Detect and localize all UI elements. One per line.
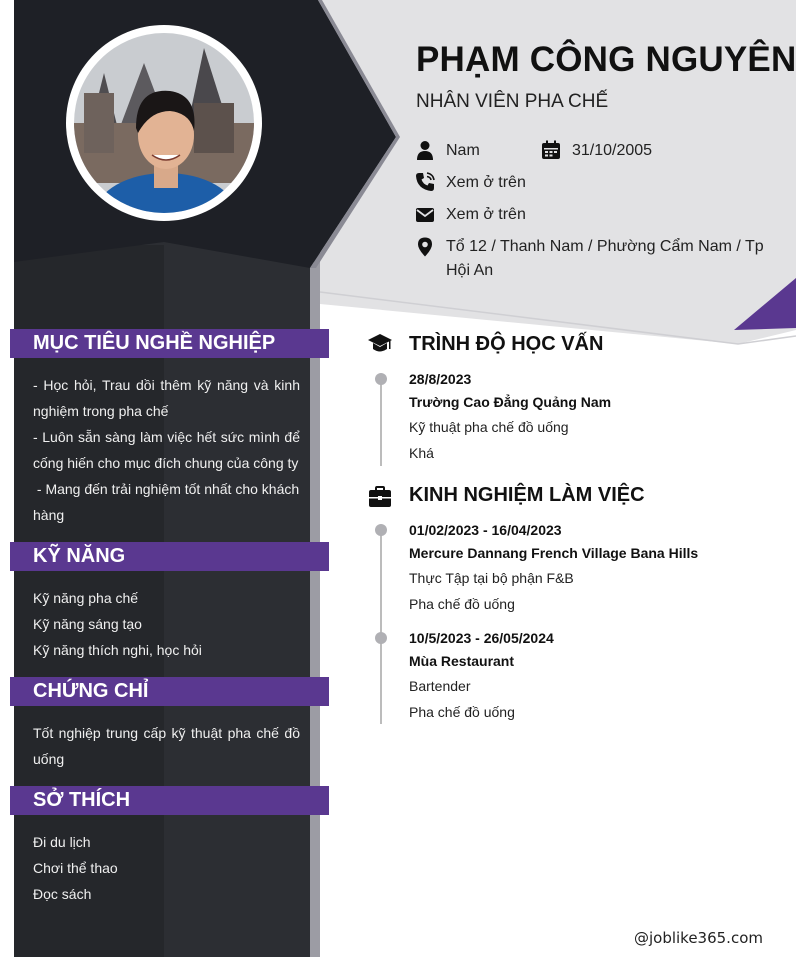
skills-title: KỸ NĂNG [33, 545, 126, 567]
education-school: Trường Cao Đẳng Quảng Nam [409, 394, 612, 410]
address-line-1: Tổ 12 / Thanh Nam / Phường Cẩm Nam / Tp [446, 238, 764, 255]
experience-role: Thực Tập tại bộ phận F&B [409, 570, 574, 586]
watermark: @joblike365.com [633, 929, 763, 947]
skills-section-header [10, 542, 329, 571]
objective-line: cống hiến cho mục đích chung của công ty [33, 455, 299, 471]
candidate-name: PHẠM CÔNG NGUYÊN [416, 40, 796, 79]
education-timeline-line [380, 376, 382, 466]
avatar-photo [74, 33, 254, 213]
job-title: NHÂN VIÊN PHA CHẾ [416, 91, 609, 112]
skill-item: Kỹ năng sáng tạo [33, 616, 142, 632]
objective-line: - Mang đến trải nghiệm tốt nhất cho khách [33, 481, 300, 497]
graduation-cap-icon [368, 333, 392, 355]
experience-date: 10/5/2023 - 26/05/2024 [409, 630, 554, 646]
objective-line: nghiệm trong pha chế [33, 403, 169, 419]
objective-body [33, 372, 300, 528]
skills-body [33, 585, 300, 663]
hobbies-section-header [10, 786, 329, 815]
hobby-item: Chơi thể thao [33, 860, 118, 876]
gender-value: Nam [446, 142, 480, 159]
hobbies-title: SỞ THÍCH [33, 789, 131, 811]
experience-title: KINH NGHIỆM LÀM VIỆC [409, 484, 645, 506]
skill-item: Kỹ năng pha chế [33, 590, 139, 606]
phone-value: Xem ở trên [446, 174, 526, 191]
person-icon [415, 140, 435, 160]
objective-line: hàng [33, 507, 65, 523]
objective-line: - Học hỏi, Trau dồi thêm kỹ năng và kinh [33, 377, 300, 393]
envelope-icon [415, 205, 435, 225]
experience-role: Bartender [409, 678, 471, 694]
experience-timeline-line [380, 527, 382, 724]
education-major: Kỹ thuật pha chế đồ uống [409, 419, 569, 435]
experience-company: Mercure Dannang French Village Bana Hills [409, 545, 699, 561]
certificate-line: Tốt nghiệp trung cấp kỹ thuật pha chế đồ [33, 725, 300, 741]
certificates-title: CHỨNG CHỈ [33, 680, 149, 702]
email-value: Xem ở trên [446, 206, 526, 223]
avatar [66, 25, 262, 221]
objective-line: - Luôn sẵn sàng làm việc hết sức mình để [33, 429, 300, 445]
experience-task: Pha chế đồ uống [409, 704, 515, 720]
objective-title: MỤC TIÊU NGHỀ NGHIỆP [33, 332, 276, 354]
timeline-dot [375, 373, 387, 385]
calendar-icon [541, 140, 561, 160]
certificates-body [33, 720, 300, 772]
certificate-line: uống [33, 751, 65, 767]
experience-company: Mùa Restaurant [409, 653, 515, 669]
phone-icon [415, 172, 435, 192]
timeline-dot [375, 524, 387, 536]
location-pin-icon [415, 237, 435, 257]
education-date: 28/8/2023 [409, 371, 472, 387]
objective-section-header [10, 329, 329, 358]
birthdate-value: 31/10/2005 [572, 142, 653, 159]
hobby-item: Đọc sách [33, 886, 92, 902]
education-grade: Khá [409, 445, 434, 461]
education-title: TRÌNH ĐỘ HỌC VẤN [409, 333, 604, 355]
certificates-section-header [10, 677, 329, 706]
experience-task: Pha chế đồ uống [409, 596, 515, 612]
timeline-dot [375, 632, 387, 644]
hobby-item: Đi du lịch [33, 834, 91, 850]
address-line-2: Hội An [446, 262, 494, 279]
skill-item: Kỹ năng thích nghi, học hỏi [33, 642, 202, 658]
experience-date: 01/02/2023 - 16/04/2023 [409, 522, 562, 538]
briefcase-icon [368, 486, 392, 508]
hobbies-body [33, 829, 300, 907]
